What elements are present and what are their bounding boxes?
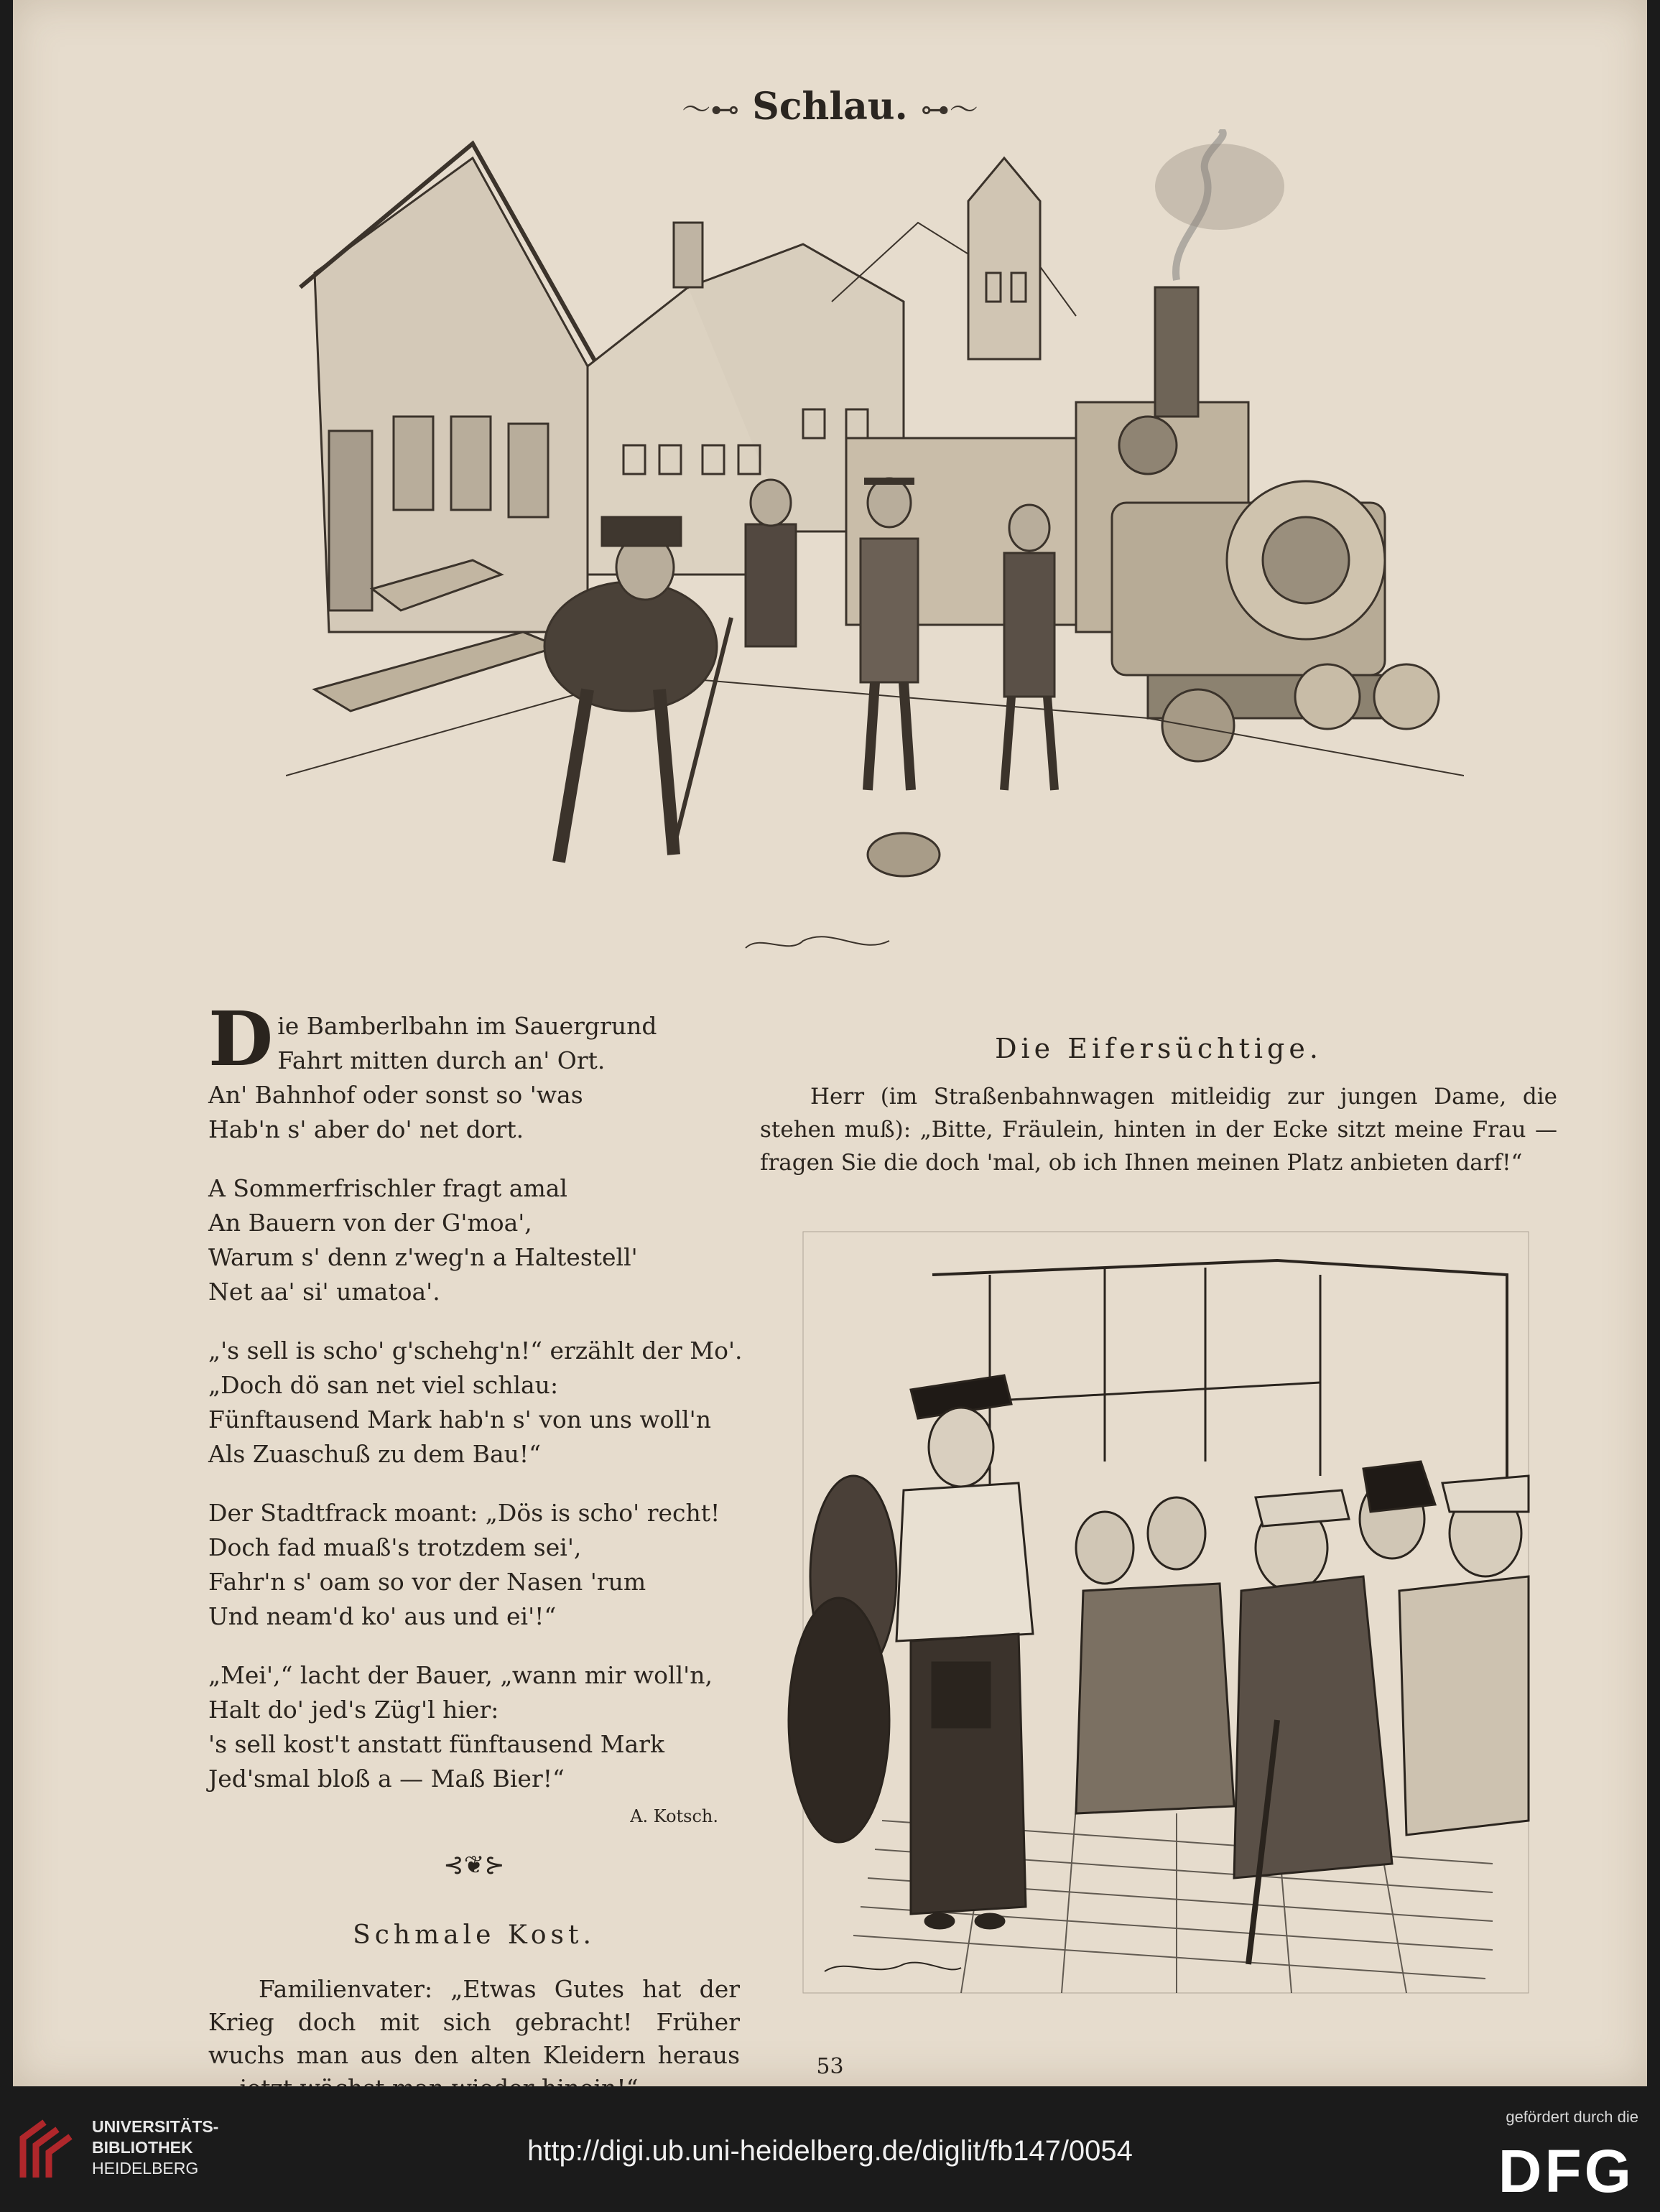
poem-dropcap: D [208,995,274,1083]
section-title-schmale-kost: Schmale Kost. [353,1920,595,1950]
poem-author: A. Kotsch. [630,1806,718,1826]
page-title-row [13,85,1647,129]
right-column [760,1033,1557,1179]
poem-line: Als Zuaschuß zu dem Bau!“ [208,1440,541,1468]
poem-line: A Sommerfrischler fragt amal [208,1174,567,1202]
title-ornament-left: 〜⊷ [682,93,740,126]
poem-line: „Doch dö san net viel schlau: [208,1371,559,1399]
poem-line: Fünftausend Mark hab'n s' von uns woll'n [208,1405,711,1433]
poem-line: Und neam'd ko' aus und ei'!“ [208,1602,557,1630]
poem-stanza-3 [208,1334,743,1472]
poem-line: ie Bamberlbahn im Sauergrund [277,1012,657,1040]
poem-line: Doch fad muaß's trotzdem sei', [208,1533,582,1561]
poem-line: „'s sell is scho' g'schehg'n!“ erzählt der Mo'. [208,1337,743,1365]
poem-line: Fahrt mitten durch an' Ort. [277,1046,606,1074]
tram-interior-drawing [774,1217,1557,2007]
page-title: Schlau. [752,85,908,129]
ornament-divider-icon: ⊰❦⊱ [443,1851,505,1879]
poem-line: An Bauern von der G'moa', [208,1209,532,1237]
poem-stanza-2 [208,1171,740,1309]
joke-text-eifersuechtige: Herr (im Straßenbahnwagen mitleidig zur jungen Dame, die stehen muß): „Bitte, Fräulein, hinten in der Ecke sitzt meine Frau — fragen Sie die doch 'mal, ob ich Ihnen meinen Platz anbieten darf!“ [760,1084,1557,1176]
poem-line: Net aa' si' umatoa'. [208,1278,440,1306]
library-name-line1: UNIVERSITÄTS- [92,2117,219,2136]
poem-line: An' Bahnhof oder sonst so 'was [208,1081,583,1109]
train-station-drawing [286,129,1464,977]
joke-text: Familienvater: „Etwas Gutes hat der Krieg doch mit sich gebracht! Früher wuchs man aus den alten Kleidern heraus [208,1975,740,2069]
poem-line: 's sell kost't anstatt fünftausend Mark [208,1730,664,1758]
illustration-tram-interior [774,1217,1557,2007]
illustration-train-station [286,129,1464,977]
scanned-page [13,0,1647,2086]
poem [208,995,743,2141]
poem-line: Hab'n s' aber do' net dort. [208,1115,524,1143]
library-name-line2: BIBLIOTHEK [92,2138,193,2157]
document-url-link[interactable]: http://digi.ub.uni-heidelberg.de/diglit/fb147/0054 [527,2135,1133,2167]
page-number: 53 [816,2054,844,2079]
dfg-logo[interactable]: DFG [1498,2137,1634,2205]
poem-line: Jed'smal bloß a — Maß Bier!“ [208,1765,565,1793]
poem-stanza-1 [208,995,740,1147]
poem-line: Der Stadtfrack moant: „Dös is scho' recht! [208,1499,720,1527]
funded-by-label: gefördert durch die [1506,2108,1638,2126]
section-title-eifersuechtige: Die Eifersüchtige. [995,1033,1322,1064]
poem-stanza-5 [208,1658,740,1796]
viewer-footer [0,2086,1660,2212]
poem-line: Fahr'n s' oam so vor der Nasen 'rum [208,1568,646,1596]
poem-line: „Mei',“ lacht der Bauer, „wann mir woll'n, [208,1661,713,1689]
library-name-line3: HEIDELBERG [92,2159,199,2178]
joke-text-schmale-kost [208,1973,740,2105]
poem-line: Halt do' jed's Züg'l hier: [208,1696,499,1724]
poem-line: Warum s' denn z'weg'n a Haltestell' [208,1243,638,1271]
title-ornament-right: ⊶〜 [920,93,978,126]
poem-stanza-4 [208,1496,740,1634]
